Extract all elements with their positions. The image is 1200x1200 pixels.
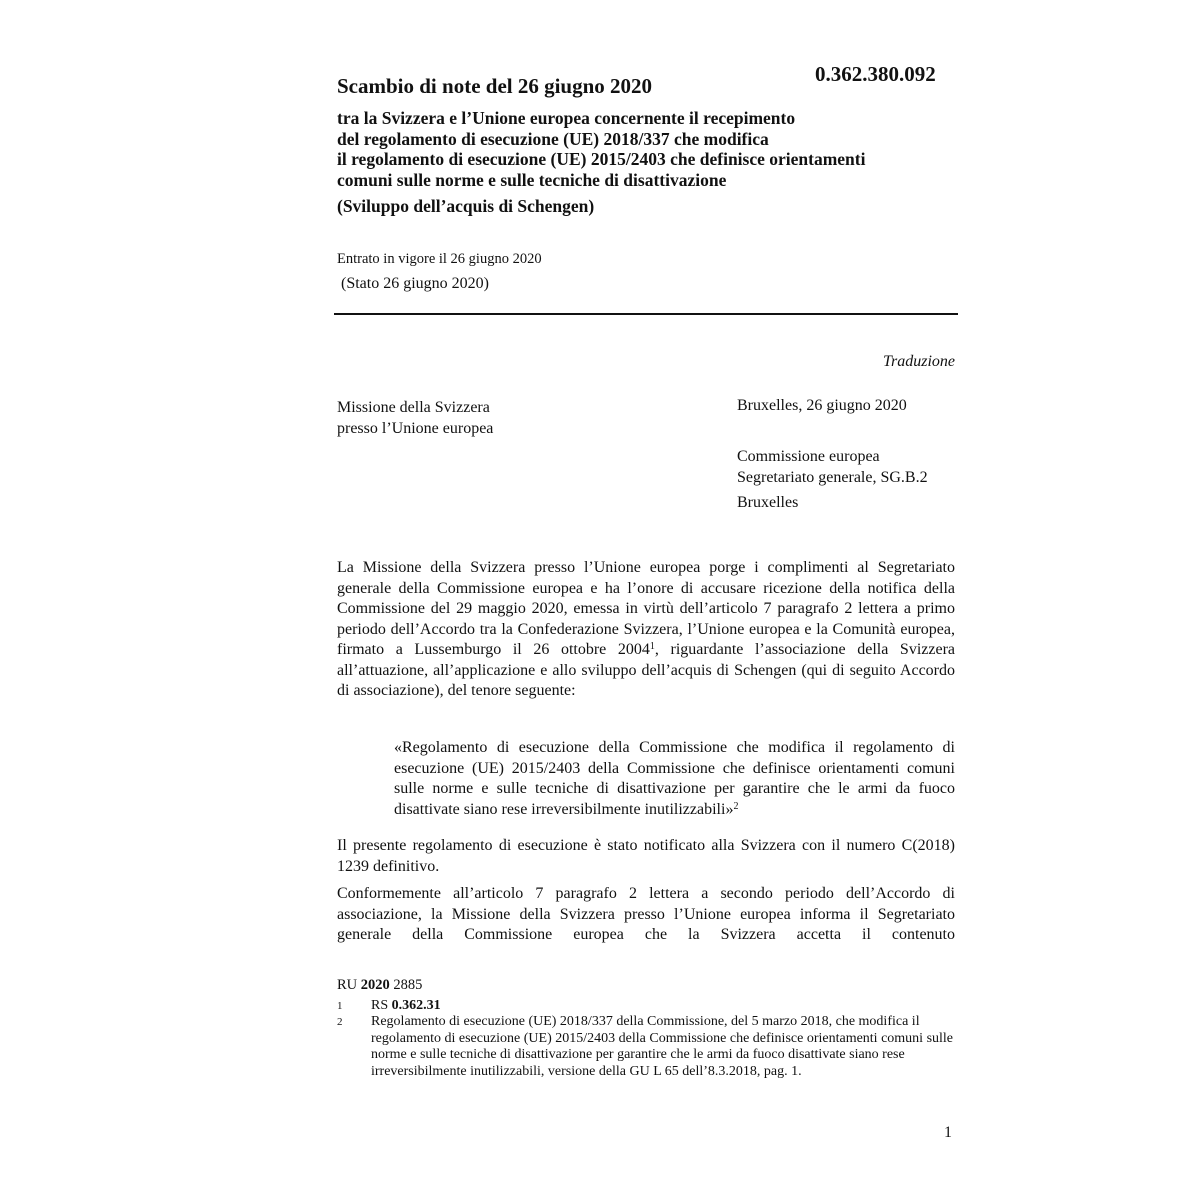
quote-text: «Regolamento di esecuzione della Commissione che modifica il regolamento di esecuzione (UE) 2015/2403 della Commissione che definisce orientamenti comuni sulle norme e sulle tecniche di disattivazione per garantire che le armi da fuoco disattivate siano rese irreversibilmente inutilizzabili» [394,739,955,818]
translation-label: Traduzione [882,353,955,370]
document-title: Scambio di note del 26 giugno 2020 [337,74,653,98]
document-subtitle [337,108,967,190]
paragraph-text: , riguardante l’associazione della Svizzera all’attuazione, all’applicazione e allo sviluppo dell’acquis di Schengen (qui di seguito Accordo di associazione), del tenore seguente: [337,641,956,699]
fn1-prefix: RS [371,998,389,1013]
sender-line: Missione della Svizzera [337,399,490,416]
fn1-ref-link[interactable]: 0.362.31 [391,998,441,1013]
status-date: (Stato 26 giugno 2020) [341,275,489,292]
recipient-block [737,446,928,488]
body-paragraph-1 [337,558,955,702]
footnote-number: 1 [337,1000,343,1012]
subtitle-line: del regolamento di esecuzione (UE) 2018/337 che modifica [337,128,769,149]
recipient-city: Bruxelles [737,494,799,511]
footnote-text [371,998,961,1015]
sender-line: presso l’Unione europea [337,420,494,437]
footnote-number: 2 [337,1016,343,1028]
header-divider [334,313,958,315]
page-number: 1 [944,1124,952,1141]
quoted-regulation [394,738,955,820]
subtitle-line: tra la Svizzera e l’Unione europea concernente il recepimento [337,108,796,128]
sender-block [337,397,493,439]
body-paragraph-3: Conformemente all’articolo 7 paragrafo 2 lettera a secondo periodo dell’Accordo di associazione, la Missione della Svizzera presso l’Unione europea informa il Segretariato generale della Commissione europea che la Svizzera accetta il contenuto [337,885,955,943]
footnote-ref-2[interactable]: 2 [733,800,739,812]
ru-year: 2020 [360,977,390,993]
official-compilation-ref [337,977,422,994]
ru-prefix: RU [337,977,358,993]
in-force-date: Entrato in vigore il 26 giugno 2020 [337,251,542,267]
footnote-text: Regolamento di esecuzione (UE) 2018/337 della Commissione, del 5 marzo 2018, che modifica il regolamento di esecuzione (UE) 2015/2403 della Commissione che definisce orientamenti comuni sulle norme e sulle tecniche di disattivazione per garantire che le armi da fuoco disattivate siano rese irreversibilmente inutilizzabili, versione della GU L 65 dell’8.3.2018, pag. 1. [371,1014,954,1079]
paragraph-text: La Missione della Svizzera presso l’Unione europea porge i complimenti al Segretariato generale della Commissione europea e ha l’onore di accusare ricezione della notifica della Commissione del 29 maggio 2020, emessa in virtù dell’articolo 7 paragrafo 2 lettera a primo periodo dell’Accordo tra la Confederazione Svizzera, l’Unione europea e la Comunità europea, firmato a Lussemburgo il 26 ottobre 2004 [337,559,955,658]
subtitle-line: il regolamento di esecuzione (UE) 2015/2403 che definisce orientamenti [337,149,866,169]
footnote-ref-1[interactable]: 1 [649,641,655,652]
ru-page: 2885 [393,977,423,993]
body-paragraph-2: Il presente regolamento di esecuzione è stato notificato alla Svizzera con il numero C(2018) 1239 definitivo. [337,837,955,875]
place-date: Bruxelles, 26 giugno 2020 [737,397,907,414]
recipient-line: Commissione europea [737,448,880,465]
schengen-note: (Sviluppo dell’acquis di Schengen) [337,196,595,216]
document-number: 0.362.380.092 [815,62,936,86]
recipient-line: Segretariato generale, SG.B.2 [737,469,928,486]
subtitle-line: comuni sulle norme e sulle tecniche di disattivazione [337,169,727,190]
